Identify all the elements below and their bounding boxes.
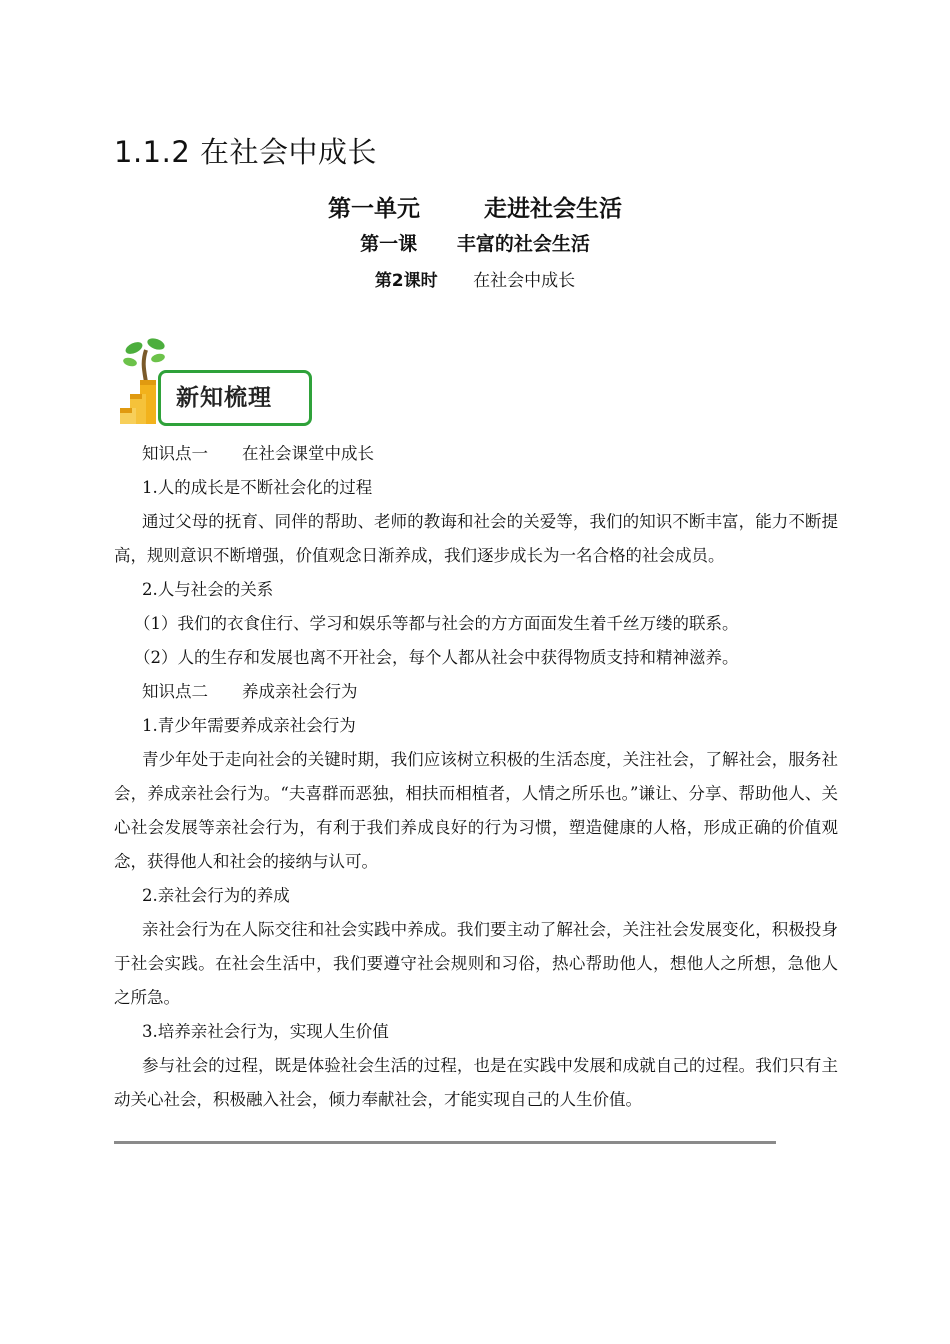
knowledge-point-1-heading bbox=[114, 437, 838, 471]
content-body bbox=[114, 437, 838, 1117]
kp1-label: 知识点一 bbox=[142, 444, 208, 463]
unit-topic: 走进社会生活 bbox=[484, 196, 623, 222]
lesson-label: 第一课 bbox=[360, 233, 418, 255]
lesson-heading bbox=[0, 229, 950, 256]
paragraph-2-2: 亲社会行为在人际交往和社会实践中养成。我们要主动了解社会，关注社会发展变化，积极投身于社会实践。在社会生活中，我们要遵守社会规则和习俗，热心帮助他人，想他人之所想，急他人之所急。 bbox=[114, 920, 838, 1007]
subheading-1-1: 1.人的成长是不断社会化的过程 bbox=[142, 478, 373, 497]
kp1-title: 在社会课堂中成长 bbox=[242, 444, 374, 463]
subheading-2-2: 2.亲社会行为的养成 bbox=[142, 886, 290, 905]
paragraph-1-1: 通过父母的抚育、同伴的帮助、老师的教诲和社会的关爱等，我们的知识不断丰富，能力不断提高，规则意识不断增强，价值观念日渐养成，我们逐步成长为一名合格的社会成员。 bbox=[114, 512, 838, 565]
paragraph-1-2a: （1）我们的衣食住行、学习和娱乐等都与社会的方方面面发生着千丝万缕的联系。 bbox=[134, 614, 739, 633]
lesson-topic: 丰富的社会生活 bbox=[456, 233, 590, 255]
banner-label: 新知梳理 bbox=[176, 385, 272, 411]
subheading-2-1: 1.青少年需要养成亲社会行为 bbox=[142, 716, 356, 735]
subheading-2-3: 3.培养亲社会行为，实现人生价值 bbox=[142, 1022, 389, 1041]
paragraph-2-1: 青少年处于走向社会的关键时期，我们应该树立积极的生活态度，关注社会，了解社会，服务社会，养成亲社会行为。“夫喜群而恶独，相扶而相植者，人情之所乐也。”谦让、分享、帮助他人、关心社会发展等亲社会行为，有利于我们养成良好的行为习惯，塑造健康的人格，形成正确的价值观念，获得他人和社会的接纳与认可。 bbox=[114, 750, 838, 871]
unit-heading bbox=[0, 190, 950, 223]
period-label: 第2课时 bbox=[374, 271, 438, 291]
paragraph-2-3: 参与社会的过程，既是体验社会生活的过程，也是在实践中发展和成就自己的过程。我们只有主动关心社会，积极融入社会，倾力奉献社会，才能实现自己的人生价值。 bbox=[114, 1056, 838, 1109]
subheading-1-2: 2.人与社会的关系 bbox=[142, 580, 274, 599]
bottom-divider bbox=[114, 1141, 776, 1144]
period-heading bbox=[0, 266, 950, 291]
kp2-label: 知识点二 bbox=[142, 682, 208, 701]
knowledge-point-2-heading bbox=[114, 675, 838, 709]
kp2-title: 养成亲社会行为 bbox=[242, 682, 358, 701]
unit-label: 第一单元 bbox=[327, 196, 420, 222]
section-banner bbox=[116, 336, 312, 428]
period-topic: 在社会中成长 bbox=[473, 271, 576, 291]
document-title: 1.1.2 在社会中成长 bbox=[114, 135, 378, 169]
paragraph-1-2b: （2）人的生存和发展也离不开社会，每个人都从社会中获得物质支持和精神滋养。 bbox=[134, 648, 739, 667]
